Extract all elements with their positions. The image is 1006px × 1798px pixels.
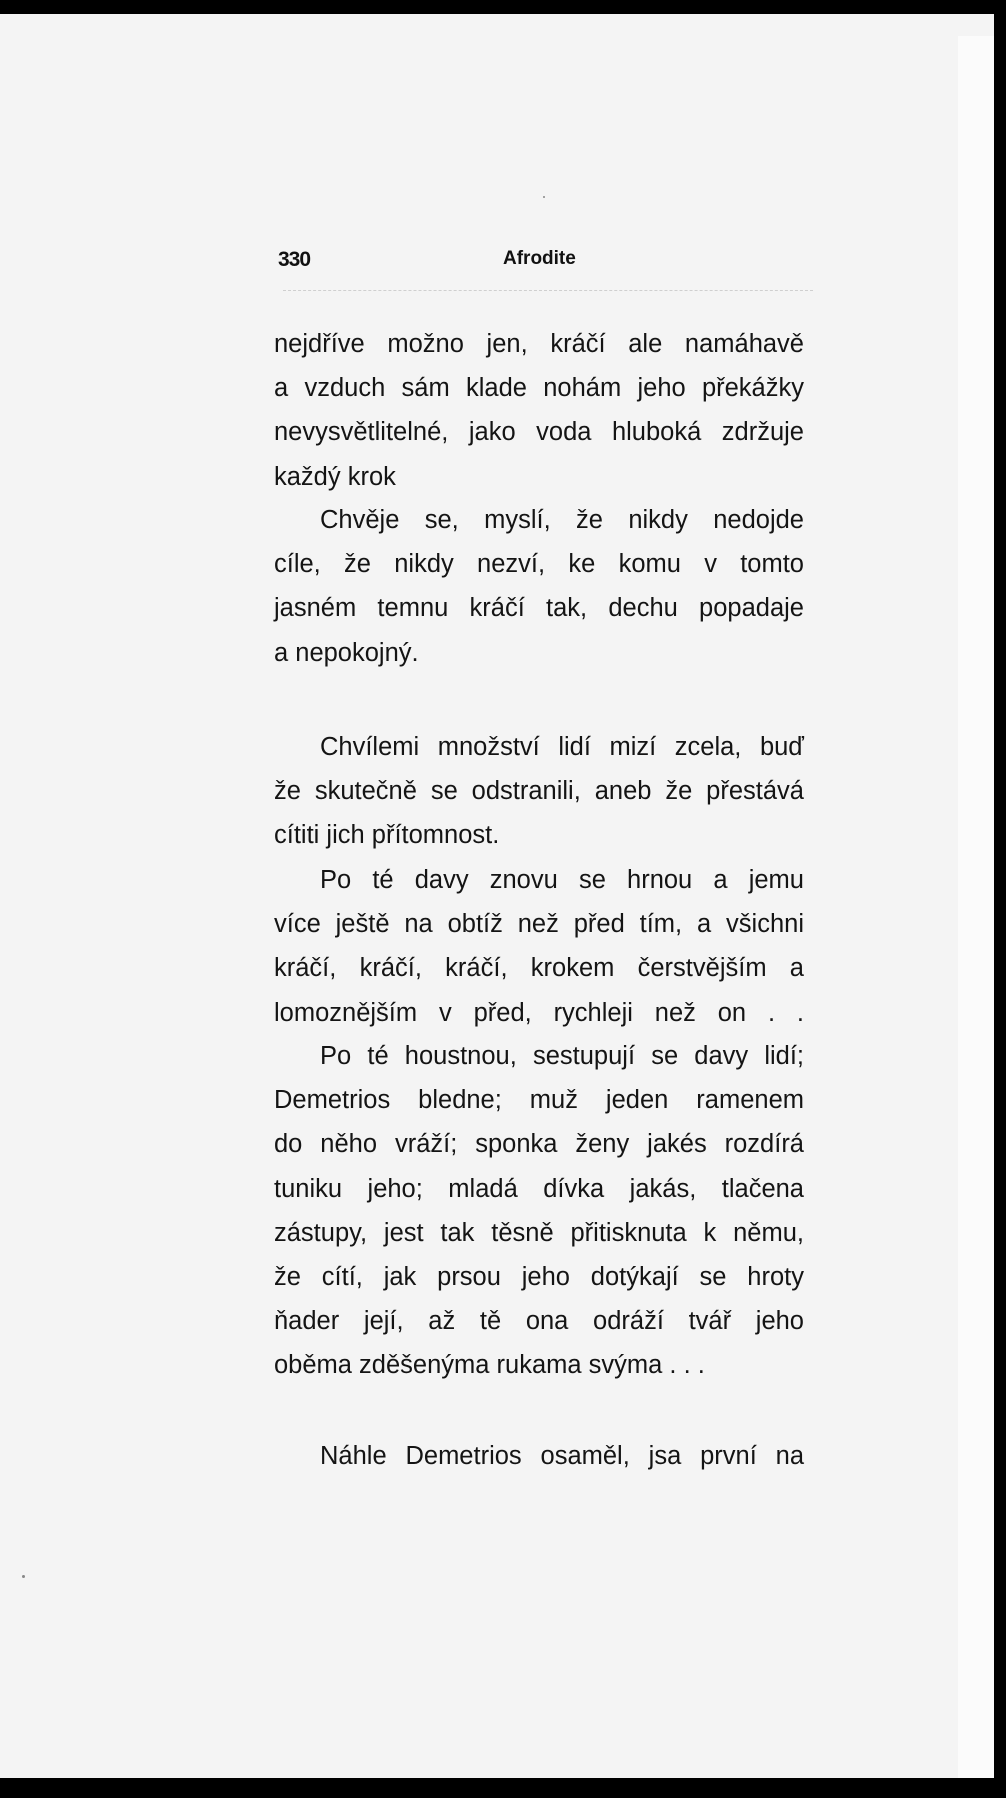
text-line: každý krok xyxy=(274,462,396,491)
scan-speck xyxy=(543,196,545,198)
page-header xyxy=(278,248,818,272)
text-line: že cítí, jak prsou jeho dotýkají se hroty xyxy=(274,1263,804,1292)
text-line: lomoznějším v před, rychleji než on . . xyxy=(274,998,804,1027)
text-line: Chvílemi množství lidí mizí zcela, buď xyxy=(320,733,804,761)
page-number: 330 xyxy=(278,248,311,271)
text-line: že skutečně se odstranili, aneb že přestává xyxy=(274,777,804,806)
text-line: ňader její, až tě ona odráží tvář jeho xyxy=(274,1307,804,1336)
text-line: a nepokojný. xyxy=(274,638,419,667)
text-line: nejdříve možno jen, kráčí ale namáhavě xyxy=(274,330,804,358)
text-line: nevysvětlitelné, jako voda hluboká zdržuje xyxy=(274,418,804,447)
text-line: Chvěje se, myslí, že nikdy nedojde xyxy=(320,506,804,534)
text-line: Demetrios bledne; muž jeden ramenem xyxy=(274,1086,804,1115)
text-line: do něho vráží; sponka ženy jakés rozdírá xyxy=(274,1130,804,1159)
scan-speck xyxy=(22,1575,25,1578)
text-line: tuniku jeho; mladá dívka jakás, tlačena xyxy=(274,1174,804,1203)
paragraph-1 xyxy=(274,322,804,499)
header-rule xyxy=(283,290,813,291)
text-line: cítiti jich přítomnost. xyxy=(274,821,500,850)
running-title: Afrodite xyxy=(503,248,576,269)
text-line: a vzduch sám klade nohám jeho překážky xyxy=(274,374,804,403)
text-line: kráčí, kráčí, kráčí, krokem čerstvějším a xyxy=(274,954,804,983)
text-line: Po té davy znovu se hrnou a jemu xyxy=(320,866,804,894)
text-line: zástupy, jest tak těsně přitisknuta k němu, xyxy=(274,1218,804,1247)
paragraph-3 xyxy=(274,725,804,858)
text-line: jasném temnu kráčí tak, dechu popadaje xyxy=(274,594,804,623)
paragraph-2 xyxy=(274,498,804,675)
page-edge xyxy=(958,36,994,1778)
text-line: Náhle Demetrios osaměl, jsa první na xyxy=(320,1442,804,1470)
paragraph-4 xyxy=(274,858,804,1035)
text-line: více ještě na obtíž než před tím, a všichni xyxy=(274,910,804,939)
text-line: cíle, že nikdy nezví, ke komu v tomto xyxy=(274,550,804,579)
paragraph-6 xyxy=(274,1434,804,1478)
text-line: oběma zděšenýma rukama svýma . . . xyxy=(274,1351,705,1380)
paragraph-5 xyxy=(274,1034,804,1388)
text-line: Po té houstnou, sestupují se davy lidí; xyxy=(320,1042,804,1070)
